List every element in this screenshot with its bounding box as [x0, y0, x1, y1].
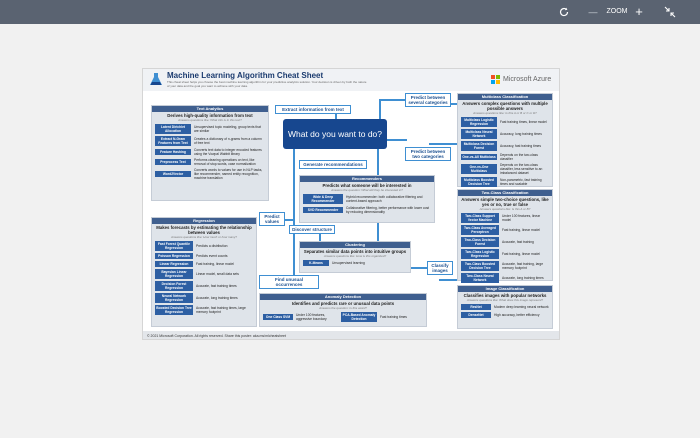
poster-header [143, 69, 560, 91]
algorithm-name[interactable]: One-vs-All Multiclass [462, 155, 496, 159]
algorithm-name[interactable]: Two-Class Neural Network [461, 273, 499, 283]
brand-name: Microsoft Azure [503, 76, 552, 83]
list-item [155, 136, 265, 146]
list-item [155, 168, 265, 180]
list-item [461, 129, 549, 139]
panel-title: Multiclass Classification [458, 94, 552, 100]
flask-icon [149, 72, 163, 87]
poster-title: Machine Learning Algorithm Cheat Sheet [167, 71, 324, 80]
panel-title: Recommenders [300, 176, 434, 182]
connector [439, 279, 457, 281]
algorithm-description: Unsupervised learning [332, 261, 365, 265]
panel-question: Classifies images with popular networks [463, 293, 547, 298]
panel-title: Anomaly Detection [260, 294, 426, 300]
list-item [155, 148, 265, 156]
algorithm-description: Linear model, small data sets [196, 272, 239, 276]
panel-note: Answers the question: What will they be interested in? [331, 188, 403, 192]
algorithm-name[interactable]: Multiclass Logistic Regression [461, 117, 497, 127]
algorithm-description: Hybrid recommender: both collaborative filtering and content-based approach [346, 195, 423, 203]
algorithm-description: Under 100 features, linear model [502, 214, 541, 222]
algorithm-name[interactable]: Two-Class Decision Forest [461, 237, 499, 247]
algorithm-name[interactable]: Wide & Deep Recommender [303, 194, 343, 204]
poster-footer: © 2021 Microsoft Corporation. All rights reserved. Share this poster: aka.ms/mlcheatsheet [143, 331, 560, 340]
algorithm-name[interactable]: Extract N-Gram Features from Text [155, 136, 191, 146]
algorithm-description: Accurate, fast training times [196, 284, 237, 288]
classify-images-label: Classify images [427, 261, 453, 275]
panel-question: Identifies and predicts rare or unusual data points [291, 301, 395, 306]
algorithm-description: Converts text data to integer encoded features using the Vowpal Wabbit library [194, 148, 262, 156]
algorithm-description: Converts words to values for use in NLP tasks, like recommender, named entity recognition, machine translation [194, 168, 263, 180]
list-item [461, 141, 549, 151]
panel-question: Answers simple two-choice questions, like yes or no, true or false [461, 197, 549, 207]
algorithm-name[interactable]: Two-Class Boosted Decision Tree [461, 261, 499, 271]
central-question: What do you want to do? [283, 119, 387, 149]
algorithm-name[interactable]: Fast Forest Quantile Regression [155, 241, 193, 251]
list-item [461, 249, 549, 259]
algorithm-name[interactable]: Multiclass Decision Forest [461, 141, 497, 151]
microsoft-azure-logo [491, 75, 551, 84]
panel-title: Two-Class Classification [458, 190, 552, 196]
refresh-icon[interactable] [556, 4, 572, 20]
algorithm-description: Accurate, long training times [196, 296, 238, 300]
panel-title: Clustering [300, 242, 410, 248]
algorithm-description: Fast training, linear model [502, 228, 540, 232]
algorithm-name[interactable]: Latent Dirichlet Allocation [155, 124, 191, 134]
algorithm-description: Collaborative filtering, better performance with lower cost by reducing dimensionality [346, 206, 430, 214]
algorithm-description: Depends on the two-class classifier [500, 153, 538, 161]
panel-note: Answers questions like: How much or how many? [170, 235, 238, 239]
algorithm-name[interactable]: Multiclass Neural Network [461, 129, 497, 139]
predict-two-label: Predict between two categories [405, 147, 451, 161]
list-item [461, 177, 549, 187]
list-item [155, 269, 253, 279]
predict-several-label: Predict between several categories [405, 93, 451, 107]
algorithm-name[interactable]: ResNet [461, 304, 491, 310]
algorithm-description: Creates a dictionary of n-grams from a column of free text [194, 137, 262, 145]
list-item [155, 293, 253, 303]
viewer-toolbar [0, 0, 700, 24]
connector [293, 149, 295, 285]
algorithm-description: Depends on the two-class classifier, less sensitive to an imbalanced dataset [500, 163, 543, 175]
list-item [303, 206, 431, 214]
algorithm-name[interactable]: DenseNet [461, 312, 491, 318]
panel-note: Answers questions like: What info is in this text? [178, 118, 242, 122]
panel-question: Makes forecasts by estimating the relationship between values [156, 225, 252, 235]
algorithm-description: Predicts a distribution [196, 244, 228, 248]
exit-fullscreen-icon[interactable] [662, 4, 678, 20]
list-item [263, 312, 335, 322]
panel-note: Answers questions like: What does this image represent? [466, 298, 544, 302]
algorithm-name[interactable]: PCA-Based Anomaly Detection [342, 313, 376, 321]
zoom-out-button[interactable]: — [588, 7, 598, 17]
list-item [155, 305, 253, 315]
list-item [461, 117, 549, 127]
algorithm-name[interactable]: Neural Network Regression [155, 293, 193, 303]
zoom-label: ZOOM [606, 8, 628, 15]
generate-recommendations-label: Generate recommendations [299, 160, 367, 169]
panel-note: Answers the question: Is this weird? [319, 306, 367, 310]
list-item [461, 153, 549, 161]
algorithm-description: Unsupervised topic modeling, group texts that are similar [194, 125, 261, 133]
algorithm-description: Predicts event counts [196, 254, 228, 258]
text-analytics-panel [151, 105, 269, 201]
algorithm-name[interactable]: Linear Regression [155, 261, 193, 267]
algorithm-description: Accurate, fast training, large memory footprint [502, 262, 544, 270]
algorithm-name[interactable]: One Class SVM [263, 314, 293, 320]
regression-panel [151, 217, 257, 327]
algorithm-description: Accurate, long training times [502, 276, 544, 280]
algorithm-description: Fast training, linear model [502, 252, 540, 256]
connector [379, 99, 407, 101]
algorithm-name[interactable]: Boosted Decision Tree Regression [156, 306, 192, 314]
algorithm-name[interactable]: Two-Class Averaged Perceptron [461, 225, 499, 235]
algorithm-description: Performs cleaning operations on text, like removal of stop-words, case normalization [194, 158, 256, 166]
algorithm-description: Modern deep learning neural network [494, 305, 549, 309]
panel-title: Regression [152, 218, 256, 224]
algorithm-name[interactable]: Two-Class Support Vector Machine [461, 213, 499, 223]
algorithm-name[interactable]: One-vs-One Multiclass [461, 164, 497, 174]
list-item [155, 261, 253, 267]
microsoft-logo-icon [491, 75, 500, 84]
panel-question: Answers complex questions with multiple possible answers [462, 101, 548, 111]
algorithm-name[interactable]: Preprocess Text [155, 159, 191, 165]
list-item [155, 281, 253, 291]
algorithm-description: Accurate, fast training times, large memory footprint [196, 306, 246, 314]
algorithm-name[interactable]: SVD Recommender [303, 207, 343, 213]
connector [429, 143, 457, 145]
algorithm-description: Non-parametric, fast training times and scalable [500, 178, 542, 186]
list-item [303, 194, 431, 204]
panel-question: Separates similar data points into intuitive groups [303, 249, 407, 254]
algorithm-name[interactable]: Two-Class Logistic Regression [461, 249, 499, 259]
list-item [155, 241, 253, 251]
extract-info-label: Extract information from text [275, 105, 351, 114]
connector [387, 139, 407, 141]
panel-question: Predicts what someone will be interested in [322, 183, 412, 188]
list-item [461, 273, 549, 283]
panel-note: Answers questions like: Is this A or B or C or D? [473, 111, 537, 115]
algorithm-description: Accurate, fast training [502, 240, 534, 244]
anomaly-detection-panel [259, 293, 427, 327]
algorithm-description: Fast training, linear model [196, 262, 234, 266]
algorithm-description: Fast training times, linear model [500, 120, 547, 124]
poster-subtitle: This cheat sheet helps you choose the best machine learning algorithm for your predictive analytics solution. Your decision is driven by both the nature of your data and the goal you want to achieve with your data. [167, 80, 367, 88]
list-item [155, 124, 265, 134]
algorithm-name[interactable]: Feature Hashing [155, 149, 191, 155]
list-item [461, 261, 549, 271]
algorithm-description: Under 100 features, aggressive boundary [296, 313, 327, 321]
two-class-panel [457, 189, 553, 281]
list-item [155, 158, 265, 166]
panel-note: Answers questions like: Is this A or B? [479, 207, 531, 211]
predict-values-label: Predict values [259, 212, 285, 226]
panel-question: Derives high-quality information from text [167, 113, 253, 118]
algorithm-name[interactable]: Multiclass Boosted Decision Tree [461, 177, 497, 187]
cheat-sheet-poster [142, 68, 560, 340]
algorithm-name[interactable]: Word2Vector [155, 171, 191, 177]
list-item [341, 312, 407, 322]
recommenders-panel [299, 175, 435, 223]
list-item [461, 163, 549, 175]
algorithm-description: Accuracy, long training times [500, 132, 542, 136]
list-item [303, 260, 407, 266]
algorithm-name[interactable]: Decision Forest Regression [155, 281, 193, 291]
connector [379, 99, 381, 119]
list-item [155, 253, 253, 259]
list-item [461, 213, 549, 223]
panel-title: Image Classification [458, 286, 552, 292]
discover-structure-label: Discover structure [289, 225, 335, 234]
algorithm-description: Accuracy, fast training times [500, 144, 541, 148]
panel-title: Text Analytics [152, 106, 268, 112]
find-unusual-label: Find unusual occurrences [259, 275, 319, 289]
clustering-panel [299, 241, 411, 273]
list-item [461, 312, 549, 318]
list-item [461, 304, 549, 310]
algorithm-name[interactable]: Poisson Regression [155, 253, 193, 259]
multiclass-panel [457, 93, 553, 187]
zoom-in-button[interactable]: + [635, 4, 643, 19]
algorithm-description: High accuracy, better efficiency [494, 313, 540, 317]
panel-note: Answers questions like: How is this organized? [323, 254, 387, 258]
image-classification-panel [457, 285, 553, 329]
algorithm-name[interactable]: Bayesian Linear Regression [155, 269, 193, 279]
algorithm-name[interactable]: K-Means [303, 260, 329, 266]
list-item [461, 225, 549, 235]
algorithm-description: Fast training times [380, 315, 407, 319]
list-item [461, 237, 549, 247]
